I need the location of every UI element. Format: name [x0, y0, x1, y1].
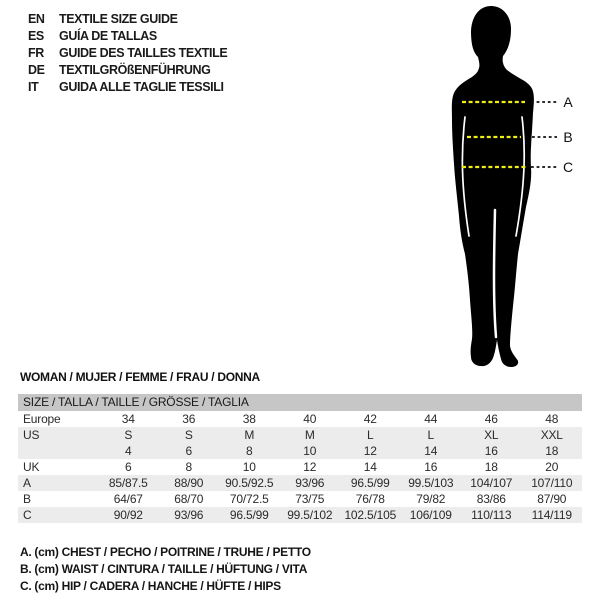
figure-area [425, 0, 600, 380]
table-row [18, 443, 582, 459]
table-cell: 40 [303, 412, 317, 426]
table-cell: 68/70 [174, 492, 204, 506]
table-cell: 85/87.5 [108, 476, 148, 490]
table-row [18, 411, 582, 427]
language-code: FR [28, 46, 44, 60]
table-row [18, 475, 582, 491]
table-row [18, 491, 582, 507]
table-cell: 102.5/105 [344, 508, 397, 522]
row-label: B [23, 492, 31, 506]
language-title: TEXTILGRÖßENFÜHRUNG [59, 63, 211, 77]
table-cell: 46 [484, 412, 498, 426]
table-cell: M [244, 428, 255, 442]
measurement-legend [20, 544, 311, 595]
language-title-list [28, 11, 227, 96]
row-label: A [23, 476, 31, 490]
table-cell: 10 [303, 444, 317, 458]
language-title: GUÍA DE TALLAS [59, 29, 157, 43]
table-cell: 36 [182, 412, 196, 426]
language-row [28, 45, 227, 62]
table-cell: 16 [424, 460, 438, 474]
table-cell: 6 [185, 444, 192, 458]
table-cell: 8 [246, 444, 253, 458]
table-cell: 18 [545, 444, 559, 458]
table-cell: S [124, 428, 133, 442]
table-cell: 90/92 [113, 508, 143, 522]
table-cell: 14 [424, 444, 438, 458]
language-title: TEXTILE SIZE GUIDE [59, 12, 178, 26]
table-cell: 83/86 [476, 492, 506, 506]
legend-line: B. (cm) WAIST / CINTURA / TAILLE / HÜFTUNG / VITA [20, 562, 308, 576]
table-title: WOMAN / MUJER / FEMME / FRAU / DONNA [20, 370, 260, 384]
legend-line: A. (cm) CHEST / PECHO / POITRINE / TRUHE / PETTO [20, 545, 311, 559]
size-table-header: SIZE / TALLA / TAILLE / GRÖSSE / TAGLIA [18, 394, 582, 411]
table-cell: 10 [242, 460, 256, 474]
table-cell: 76/78 [355, 492, 385, 506]
legend-line: C. (cm) HIP / CADERA / HANCHE / HÜFTE / HIPS [20, 579, 281, 593]
language-row [28, 28, 227, 45]
table-cell: 48 [545, 412, 559, 426]
table-cell: 18 [484, 460, 498, 474]
marker-label-hip: C [562, 159, 574, 175]
table-cell: XXL [540, 428, 563, 442]
marker-label-chest: A [563, 94, 573, 110]
language-row [28, 79, 227, 96]
table-cell: 104/107 [470, 476, 513, 490]
language-row [28, 62, 227, 79]
table-cell: 96.5/99 [350, 476, 390, 490]
table-cell: 38 [242, 412, 256, 426]
language-code: EN [28, 12, 45, 26]
table-cell: 96.5/99 [229, 508, 269, 522]
table-row [18, 459, 582, 475]
table-cell: 106/109 [409, 508, 452, 522]
table-cell: M [304, 428, 315, 442]
table-cell: 4 [125, 444, 132, 458]
table-cell: 14 [363, 460, 377, 474]
marker-label-waist: B [563, 129, 573, 145]
table-cell: 44 [424, 412, 438, 426]
table-cell: 20 [545, 460, 559, 474]
table-cell: 99.5/103 [408, 476, 454, 490]
table-cell: 42 [363, 412, 377, 426]
language-code: DE [28, 63, 45, 77]
table-cell: 79/82 [416, 492, 446, 506]
table-cell: 70/72.5 [229, 492, 269, 506]
language-row [28, 11, 227, 28]
table-cell: 114/119 [531, 508, 572, 522]
row-label: US [23, 428, 40, 442]
language-title: GUIDA ALLE TAGLIE TESSILI [59, 80, 224, 94]
language-code: ES [28, 29, 44, 43]
table-cell: 93/96 [174, 508, 204, 522]
size-table [18, 394, 582, 523]
table-cell: 93/96 [295, 476, 325, 490]
table-row [18, 507, 582, 523]
table-cell: 64/67 [113, 492, 143, 506]
table-cell: S [184, 428, 193, 442]
language-code: IT [28, 80, 39, 94]
table-cell: 99.5/102 [287, 508, 333, 522]
table-cell: XL [484, 428, 499, 442]
table-cell: 87/90 [537, 492, 567, 506]
size-table-body [18, 411, 582, 523]
row-label: Europe [23, 412, 61, 426]
table-cell: L [367, 428, 374, 442]
table-cell: 34 [121, 412, 135, 426]
row-label [18, 443, 98, 459]
table-cell: 12 [363, 444, 377, 458]
table-row [18, 427, 582, 443]
table-cell: 12 [303, 460, 317, 474]
row-label: C [23, 508, 32, 522]
table-cell: 8 [185, 460, 192, 474]
table-cell: 90.5/92.5 [225, 476, 274, 490]
woman-silhouette [425, 0, 600, 380]
table-cell: 107/110 [531, 476, 573, 490]
table-cell: 6 [125, 460, 132, 474]
language-title: GUIDE DES TAILLES TEXTILE [59, 46, 228, 60]
table-cell: L [427, 428, 434, 442]
table-cell: 110/113 [471, 508, 512, 522]
row-label: UK [23, 460, 40, 474]
table-cell: 88/90 [174, 476, 204, 490]
table-cell: 73/75 [295, 492, 325, 506]
table-cell: 16 [484, 444, 498, 458]
